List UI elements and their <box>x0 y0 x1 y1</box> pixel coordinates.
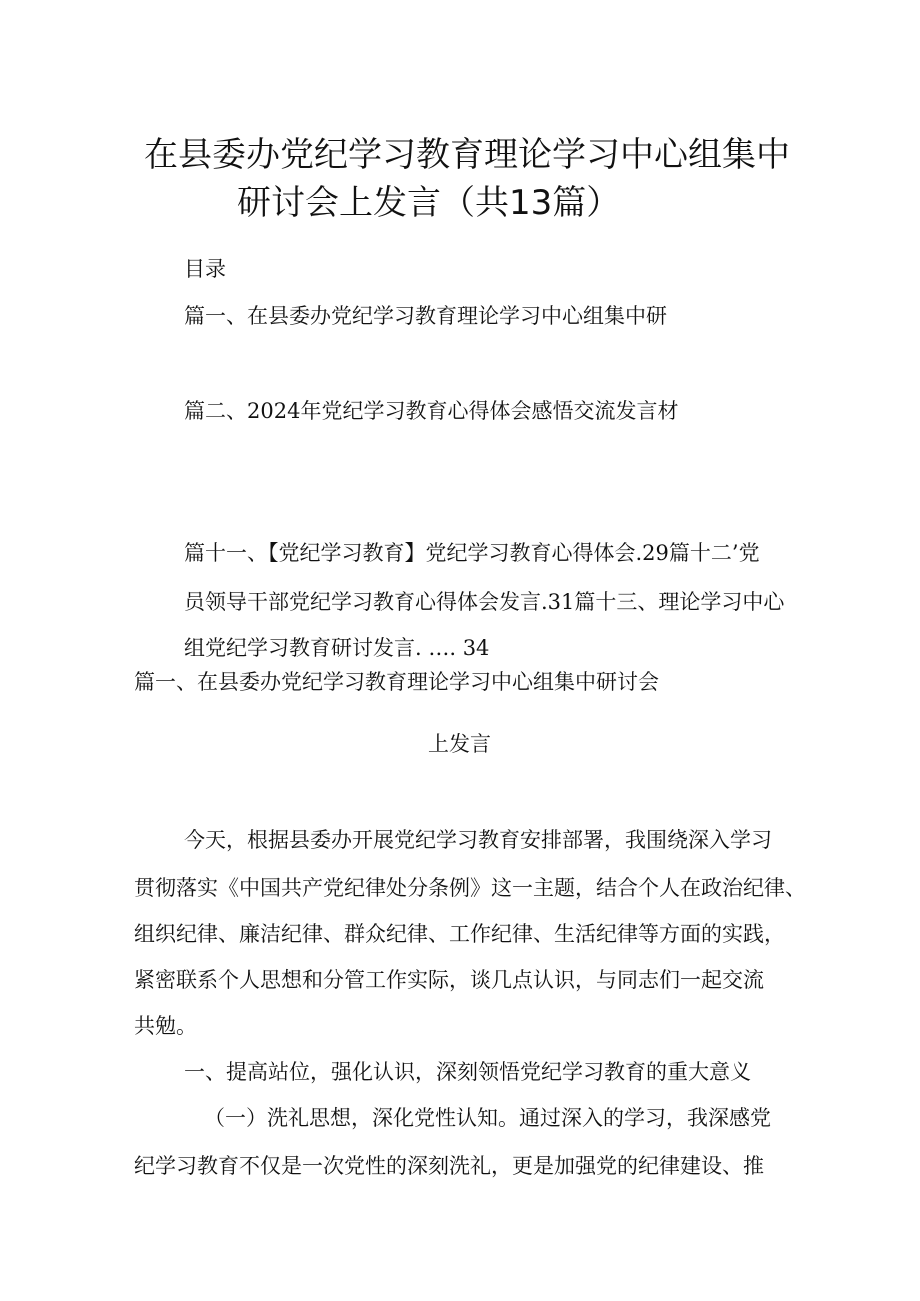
paragraph-line: （一）洗礼思想，深化党性认知。通过深入的学习，我深感党 <box>204 1106 771 1130</box>
subheading-1: 一、提高站位，强化认识，深刻领悟党纪学习教育的重大意义 <box>184 1060 751 1084</box>
paragraph-line: 贯彻落实《中国共产党纪律处分条例》这一主题，结合个人在政治纪律、 <box>134 876 806 900</box>
toc-item-1: 篇一、在县委办党纪学习教育理论学习中心组集中研 <box>184 304 667 328</box>
paragraph-line: 今天，根据县委办开展党纪学习教育安排部署，我围绕深入学习 <box>184 828 772 852</box>
toc-heading: 目录 <box>184 257 226 281</box>
paragraph-line: 共勉。 <box>134 1014 197 1038</box>
paragraph-line: 纪学习教育不仅是一次党性的深刻洗礼，更是加强党的纪律建设、推 <box>134 1154 764 1178</box>
toc-item-11-line-2: 员领导干部党纪学习教育心得体会发言.31篇十三、理论学习中心 <box>184 590 785 614</box>
paragraph-line: 紧密联系个人思想和分管工作实际，谈几点认识，与同志们一起交流 <box>134 968 764 992</box>
toc-item-2: 篇二、2024年党纪学习教育心得体会感悟交流发言材 <box>184 399 679 423</box>
toc-item-11-line-3: 组党纪学习教育研讨发言. …. 34 <box>184 636 490 660</box>
section-heading-line-1: 篇一、在县委办党纪学习教育理论学习中心组集中研讨会 <box>134 670 659 694</box>
paragraph-line: 组织纪律、廉洁纪律、群众纪律、工作纪律、生活纪律等方面的实践， <box>134 922 785 946</box>
toc-item-11-line-1: 篇十一、【党纪学习教育】党纪学习教育心得体会.29篇十二’党 <box>184 541 760 565</box>
document-title-line-1: 在县委办党纪学习教育理论学习中心组集中 <box>144 135 790 175</box>
document-title-line-2: 研讨会上发言（共13篇） <box>237 183 621 223</box>
section-heading-line-2: 上发言 <box>428 732 491 756</box>
